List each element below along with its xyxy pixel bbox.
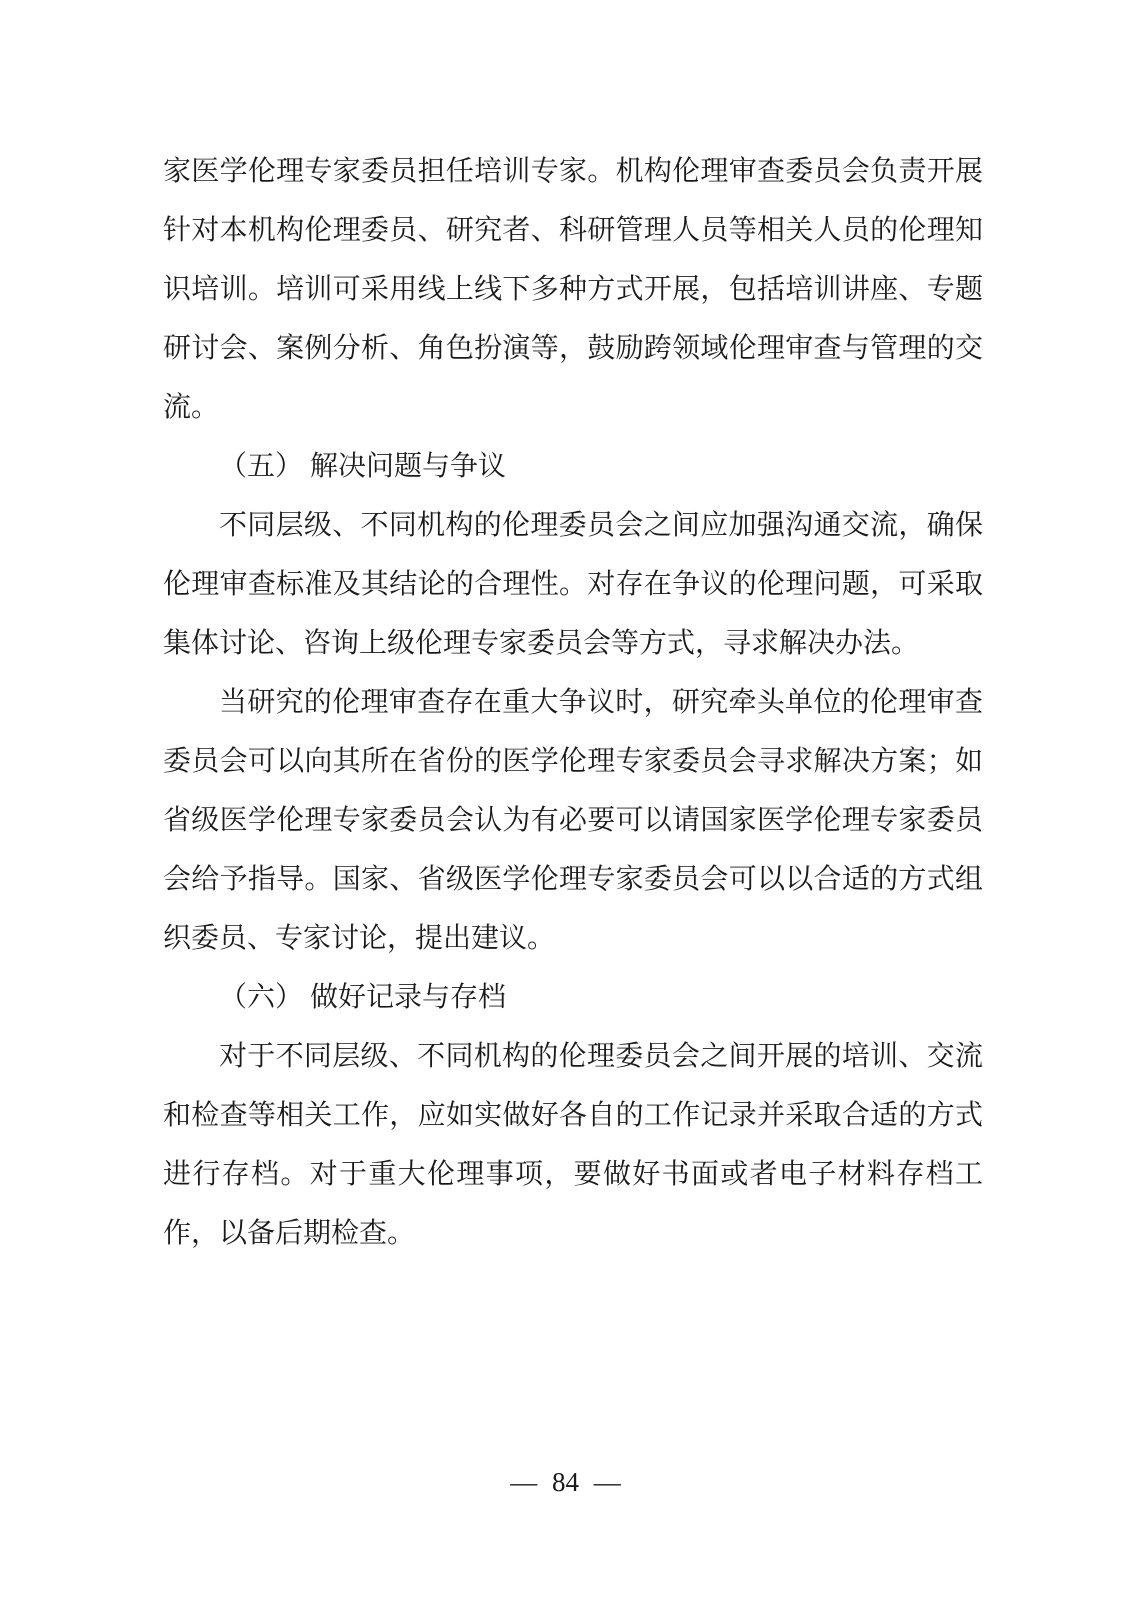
section-heading-five: （五） 解决问题与争议 (219, 451, 507, 482)
section-heading-six: （六） 做好记录与存档 (219, 982, 507, 1013)
paragraph: 不同层级、不同机构的伦理委员会之间应加强沟通交流，确保伦理审查标准及其结论的合理性。对存在争议的伦理问题，可采取集体讨论、咨询上级伦理专家委员会等方式，寻求解决办法。 (163, 510, 983, 659)
document-body (163, 142, 983, 1263)
paragraph: 当研究的伦理审查存在重大争议时，研究牵头单位的伦理审查委员会可以向其所在省份的医学伦理专家委员会寻求解决方案；如省级医学伦理专家委员会认为有必要可以请国家医学伦理专家委员会给予指导。国家、省级医学伦理专家委员会可以以合适的方式组织委员、专家讨论，提出建议。 (163, 687, 983, 954)
page-number: — 84 — (510, 1467, 621, 1497)
page-footer (0, 1466, 1131, 1498)
paragraph: 对于不同层级、不同机构的伦理委员会之间开展的培训、交流和检查等相关工作，应如实做好各自的工作记录并采取合适的方式进行存档。对于重大伦理事项，要做好书面或者电子材料存档工作，以备后期检查。 (163, 1041, 983, 1249)
paragraph-continuation: 家医学伦理专家委员担任培训专家。机构伦理审查委员会负责开展针对本机构伦理委员、研究者、科研管理人员等相关人员的伦理知识培训。培训可采用线上线下多种方式开展，包括培训讲座、专题研讨会、案例分析、角色扮演等，鼓励跨领域伦理审查与管理的交流。 (163, 156, 983, 423)
